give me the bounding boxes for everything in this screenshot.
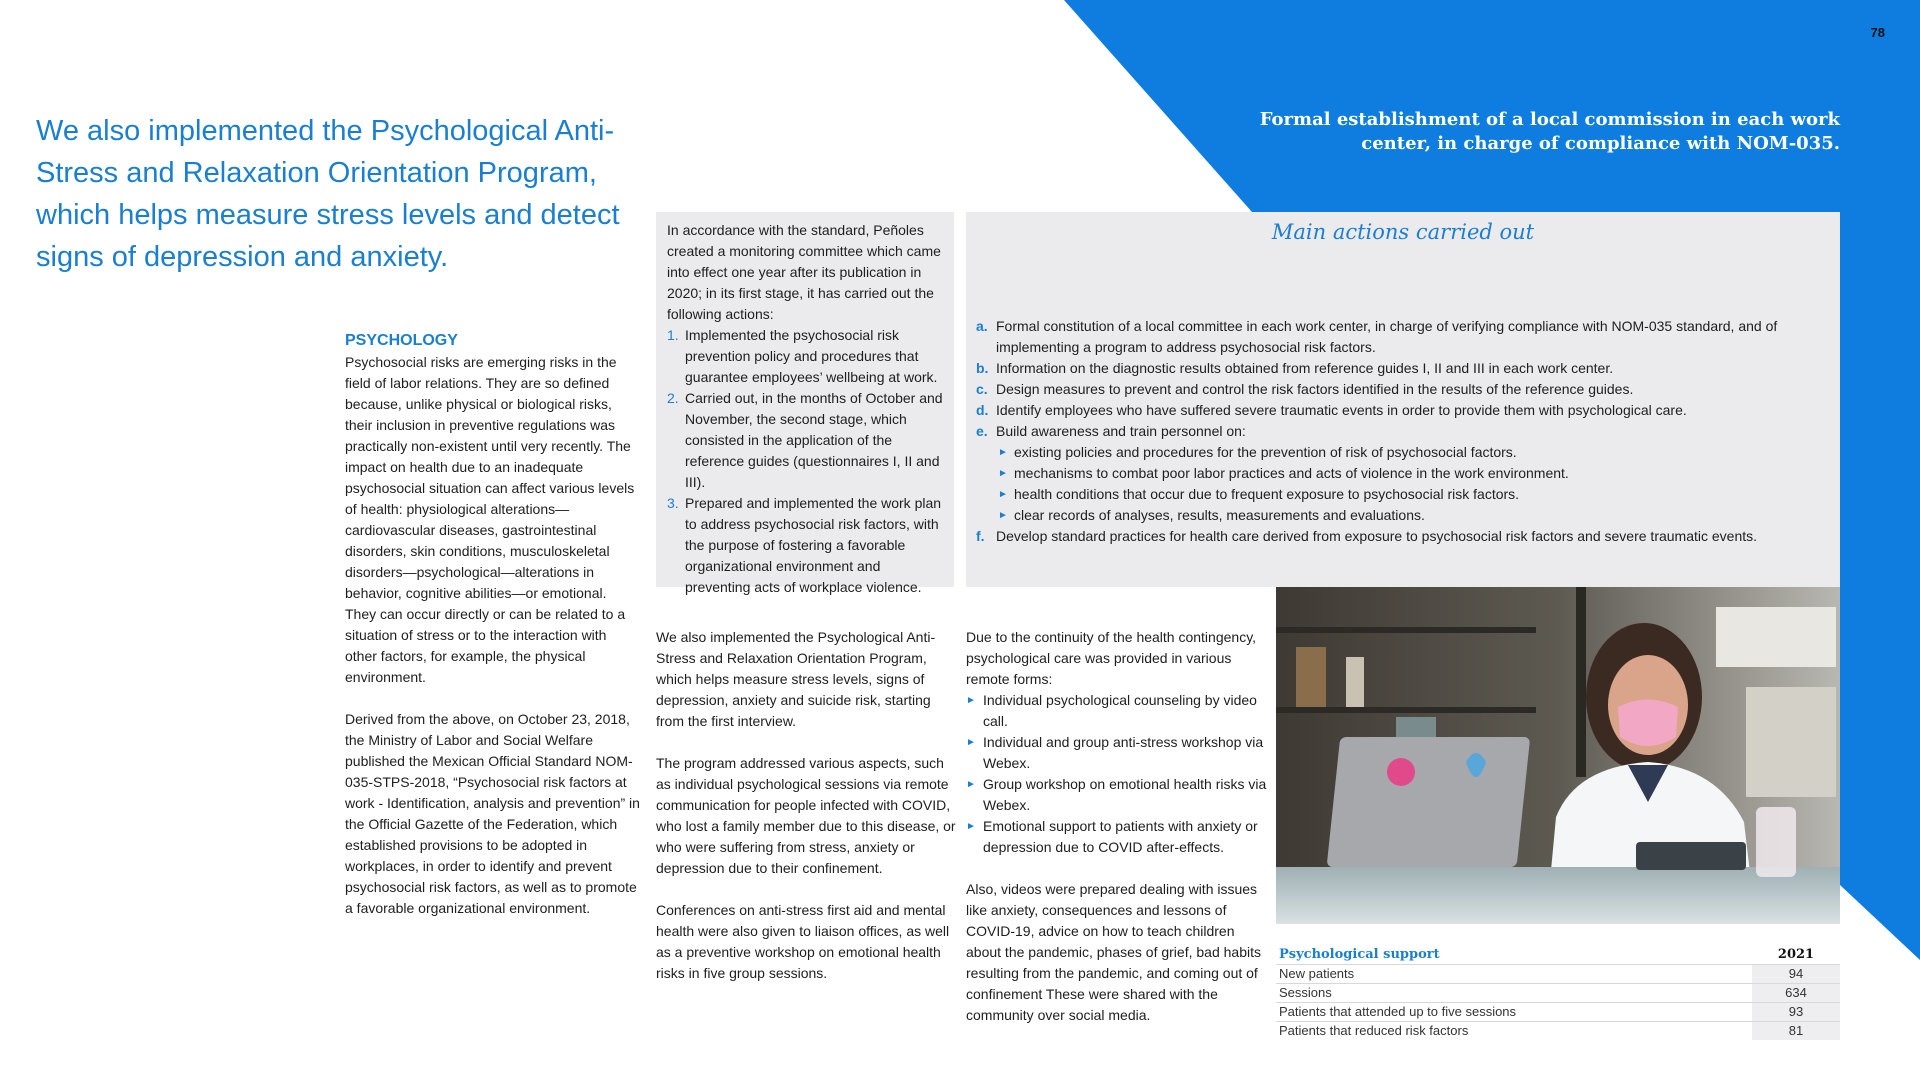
table-cell-value: 94 <box>1752 965 1840 984</box>
program-paragraph: Conferences on anti-stress first aid and mental health were also given to liaison offices, as well as a preventive workshop on emotional health risks in five group sessions. <box>656 902 950 981</box>
committee-intro: In accordance with the standard, Peñoles created a monitoring committee which came into effect one year after its publication in 2020; in its first stage, it has carried out the following actions: <box>667 222 941 322</box>
table-cell-value: 81 <box>1752 1022 1840 1041</box>
list-item-text: Emotional support to patients with anxiety or depression due to COVID after-effects. <box>983 818 1258 855</box>
commission-banner: Formal establishment of a local commission in each work center, in charge of compliance with NOM-035. <box>1259 109 1840 154</box>
list-item <box>667 325 947 388</box>
list-item <box>976 316 1826 358</box>
list-letter: b. <box>976 360 989 376</box>
committee-actions-list <box>667 325 947 598</box>
program-section <box>656 627 956 984</box>
psychologist-photo <box>1276 587 1840 924</box>
sub-list-item <box>996 505 1826 526</box>
arrow-bullet-icon: ► <box>998 510 1008 521</box>
table-header-label: Psychological support <box>1279 947 1440 962</box>
list-letter: e. <box>976 423 988 439</box>
list-item-text: Individual and group anti-stress workshop via Webex. <box>983 734 1264 771</box>
list-item <box>667 388 947 493</box>
psychologist-illustration <box>1276 587 1840 924</box>
table-cell-label: New patients <box>1276 965 1752 984</box>
table-cell-label: Patients that attended up to five sessions <box>1276 1003 1752 1022</box>
sub-list-item-text: clear records of analyses, results, measurements and evaluations. <box>1014 507 1425 523</box>
program-paragraph: The program addressed various aspects, such as individual psychological sessions via remote communication for people infected with COVID, who lost a family member due to this disease, or who were suffering from stress, anxiety or depression due to their confinement. <box>656 755 956 876</box>
committee-box-content <box>667 220 947 598</box>
main-actions-list <box>976 316 1826 547</box>
list-item <box>976 358 1826 379</box>
list-number: 2. <box>667 390 679 406</box>
table-row <box>1276 1003 1840 1022</box>
arrow-bullet-icon: ► <box>966 695 976 706</box>
psychology-paragraph: Derived from the above, on October 23, 2018, the Ministry of Labor and Social Welfare published the Mexican Official Standard NOM-035-STPS-2018, “Psychosocial risk factors at work - Identification, analysis and prevention” in the Official Gazette of the Federation, which established provisions to be adopted in workplaces, in order to identify and prevent psychosocial risk factors, as well as to promote a favorable organizational environment. <box>345 711 640 916</box>
list-number: 3. <box>667 495 679 511</box>
sub-list-item <box>996 463 1826 484</box>
list-number: 1. <box>667 327 679 343</box>
list-item <box>976 400 1826 421</box>
sub-list-item <box>996 442 1826 463</box>
sub-list-item-text: existing policies and procedures for the prevention of risk of psychosocial factors. <box>1014 444 1517 460</box>
training-topics-list <box>996 442 1826 526</box>
list-item-text: Carried out, in the months of October and November, the second stage, which consisted in the application of the reference guides (questionnaires I, II and III). <box>685 390 943 490</box>
table-row <box>1276 965 1840 984</box>
list-letter: c. <box>976 381 988 397</box>
sub-list-item-text: health conditions that occur due to frequent exposure to psychosocial risk factors. <box>1014 486 1520 502</box>
sub-list-item-text: mechanisms to combat poor labor practices and acts of violence in the work environment. <box>1014 465 1569 481</box>
list-item <box>667 493 947 598</box>
list-item <box>966 816 1268 858</box>
remote-care-list <box>966 690 1268 858</box>
list-item-text: Individual psychological counseling by video call. <box>983 692 1257 729</box>
psychology-section <box>345 330 640 919</box>
list-letter: a. <box>976 318 988 334</box>
page-number: 78 <box>1870 25 1885 40</box>
table-row <box>1276 1022 1840 1041</box>
arrow-bullet-icon: ► <box>998 468 1008 479</box>
arrow-bullet-icon: ► <box>966 821 976 832</box>
remote-care-outro: Also, videos were prepared dealing with issues like anxiety, consequences and lessons of COVID-19, advice on how to teach children about the pandemic, phases of grief, bad habits resulting from the pandemic, and coming out of confinement These were shared with the community over social media. <box>966 881 1261 1023</box>
list-item <box>966 690 1268 732</box>
remote-care-section <box>966 627 1268 1026</box>
list-item-text: Formal constitution of a local committee in each work center, in charge of verifying compliance with NOM-035 standard, and of implementing a program to address psychosocial risk factors. <box>996 318 1778 355</box>
list-item-text: Prepared and implemented the work plan to address psychosocial risk factors, with the purpose of fostering a favorable organizational environment and preventing acts of workplace violence. <box>685 495 942 595</box>
section-title-psychology: PSYCHOLOGY <box>345 332 458 349</box>
arrow-bullet-icon: ► <box>998 447 1008 458</box>
arrow-bullet-icon: ► <box>966 737 976 748</box>
list-item <box>966 732 1268 774</box>
list-item <box>976 421 1826 526</box>
list-item-text: Implemented the psychosocial risk prevention policy and procedures that guarantee employees’ wellbeing at work. <box>685 327 938 385</box>
remote-care-intro: Due to the continuity of the health contingency, psychological care was provided in various remote forms: <box>966 629 1257 687</box>
list-item-text: Design measures to prevent and control the risk factors identified in the results of the reference guides. <box>996 381 1634 397</box>
table-cell-value: 634 <box>1752 984 1840 1003</box>
list-letter: f. <box>976 528 985 544</box>
psychology-paragraph: Psychosocial risks are emerging risks in the field of labor relations. They are so defined because, unlike physical or biological risks, their inclusion in preventive regulations was practically non-existent until very recently. The impact on health due to an inadequate psychosocial situation can affect various levels of health: physiological alterations—cardiovascular diseases, gastrointestinal disorders, skin conditions, musculoskeletal disorders—psychological—alterations in behavior, cognitive abilities—or emotional. They can occur directly or can be related to a situation of stress or to the interaction with other factors, for example, the physical environment. <box>345 354 635 685</box>
list-item <box>966 774 1268 816</box>
sub-list-item <box>996 484 1826 505</box>
table-cell-value: 93 <box>1752 1003 1840 1022</box>
list-letter: d. <box>976 402 989 418</box>
list-item-text: Information on the diagnostic results obtained from reference guides I, II and III in each work center. <box>996 360 1614 376</box>
list-item <box>976 526 1826 547</box>
main-actions-title: Main actions carried out <box>1271 220 1535 244</box>
table-row <box>1276 984 1840 1003</box>
table-cell-label: Sessions <box>1276 984 1752 1003</box>
page-headline: We also implemented the Psychological Anti-Stress and Relaxation Orientation Program, which helps measure stress levels and detect signs of depression and anxiety. <box>36 115 620 273</box>
arrow-bullet-icon: ► <box>998 489 1008 500</box>
psychological-support-table <box>1276 946 1840 1040</box>
list-item-text: Group workshop on emotional health risks via Webex. <box>983 776 1267 813</box>
list-item <box>976 379 1826 400</box>
list-item-text: Identify employees who have suffered severe traumatic events in order to provide them with psychological care. <box>996 402 1687 418</box>
list-item-text: Build awareness and train personnel on: <box>996 423 1246 439</box>
table-header-row <box>1276 946 1840 965</box>
list-item-text: Develop standard practices for health care derived from exposure to psychosocial risk factors and severe traumatic events. <box>996 528 1758 544</box>
arrow-bullet-icon: ► <box>966 779 976 790</box>
table-header-year: 2021 <box>1777 947 1815 962</box>
table-cell-label: Patients that reduced risk factors <box>1276 1022 1752 1041</box>
program-paragraph: We also implemented the Psychological Anti-Stress and Relaxation Orientation Program, which helps measure stress levels, signs of depression, anxiety and suicide risk, starting from the first interview. <box>656 629 936 729</box>
